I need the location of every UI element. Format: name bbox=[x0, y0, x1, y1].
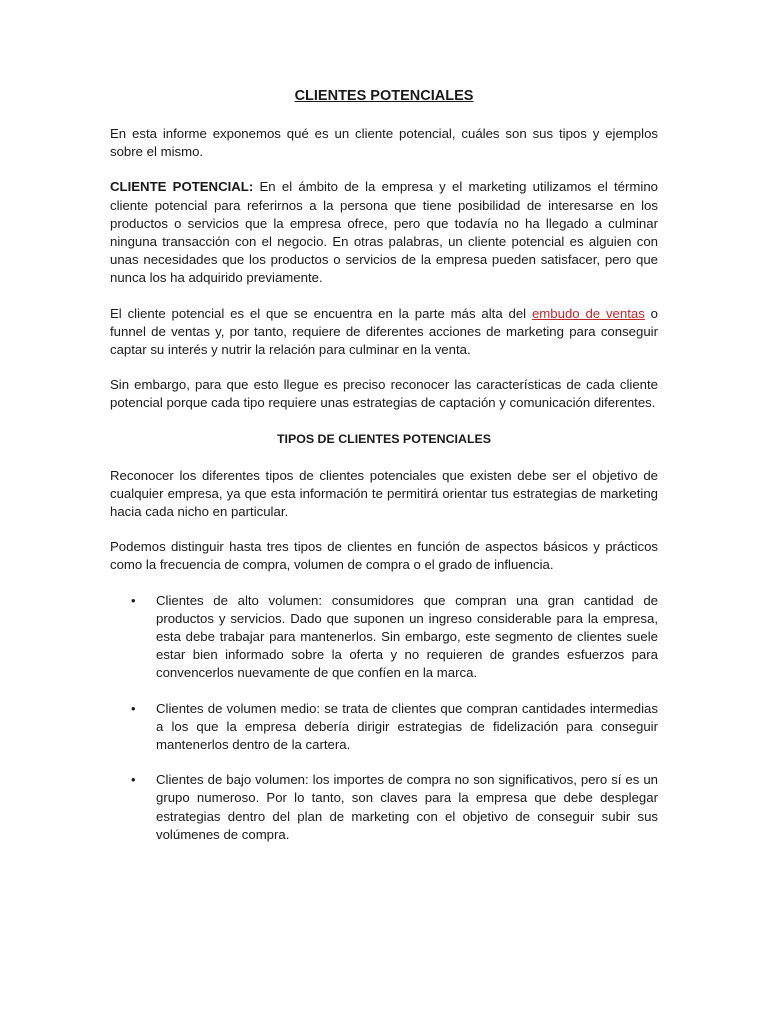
funnel-text-before: El cliente potencial es el que se encuentra en la parte más alta del bbox=[110, 305, 532, 321]
list-item-text: Clientes de volumen medio: se trata de clientes que compran cantidades intermedias a los que la empresa debería dirigir estrategias de fidelización para conseguir mantenerlos dentro de la cartera. bbox=[156, 700, 658, 753]
list-item bbox=[110, 592, 658, 683]
types-intro-paragraph: Reconocer los diferentes tipos de clientes potenciales que existen debe ser el objetivo de cualquier empresa, ya que esta información te permitirá orientar tus estrategias de marketing hacia cada nicho en particular. bbox=[110, 467, 658, 520]
document-title: CLIENTES POTENCIALES bbox=[294, 88, 474, 104]
bullet-icon: • bbox=[131, 700, 136, 716]
sales-funnel-link[interactable]: embudo de ventas bbox=[531, 305, 645, 321]
list-item-text: Clientes de alto volumen: consumidores que compran una gran cantidad de productos y servicios. Dado que suponen un ingreso considerable para la empresa, esta debe trabajar para mantenerlos. Sin embargo, este segmento de clientes suele estar bien informado sobre la oferta y no requieren de grandes esfuerzos para convencerlos nuevamente de que confíen en la marca. bbox=[156, 592, 658, 681]
list-item bbox=[110, 771, 658, 844]
bullet-icon: • bbox=[131, 772, 136, 788]
funnel-text-after: o funnel de ventas y, por tanto, requiere de diferentes acciones de marketing para conseguir captar su interés y nutrir la relación para culminar en la venta. bbox=[110, 305, 659, 358]
definition-term: CLIENTE POTENCIAL: bbox=[110, 179, 254, 195]
funnel-paragraph bbox=[110, 305, 658, 360]
document-page bbox=[110, 86, 658, 861]
section-title: TIPOS DE CLIENTES POTENCIALES bbox=[276, 431, 492, 446]
bullet-icon: • bbox=[131, 592, 136, 608]
list-item-text: Clientes de bajo volumen: los importes de compra no son significativos, pero sí es un grupo numeroso. Por lo tanto, son claves para la empresa que debe desplegar estrategias dentro del plan de marketing con el objetivo de conseguir subir sus volúmenes de compra. bbox=[156, 772, 658, 842]
intro-paragraph: En esta informe exponemos qué es un cliente potencial, cuáles son sus tipos y ejemplos sobre el mismo. bbox=[110, 126, 658, 160]
types-distinguish-paragraph: Podemos distinguir hasta tres tipos de clientes en función de aspectos básicos y prácticos como la frecuencia de compra, volumen de compra o el grado de influencia. bbox=[110, 539, 658, 573]
definition-text: En el ámbito de la empresa y el marketing utilizamos el término cliente potencial para referirnos a la persona que tiene posibilidad de interesarse en los productos o servicios que la empresa ofrece, pero que todavía no ha llegado a culminar ninguna transacción con el negocio. En otras palabras, un cliente potencial es alguien con unas necesidades que los productos o servicios de la empresa pueden satisfacer, pero que nunca los ha adquirido previamente. bbox=[110, 179, 658, 286]
list-item bbox=[110, 700, 658, 755]
characteristics-paragraph: Sin embargo, para que esto llegue es preciso reconocer las características de cada cliente potencial porque cada tipo requiere unas estrategias de captación y comunicación diferentes. bbox=[110, 377, 658, 411]
definition-paragraph bbox=[110, 178, 658, 287]
client-types-list bbox=[110, 592, 658, 844]
